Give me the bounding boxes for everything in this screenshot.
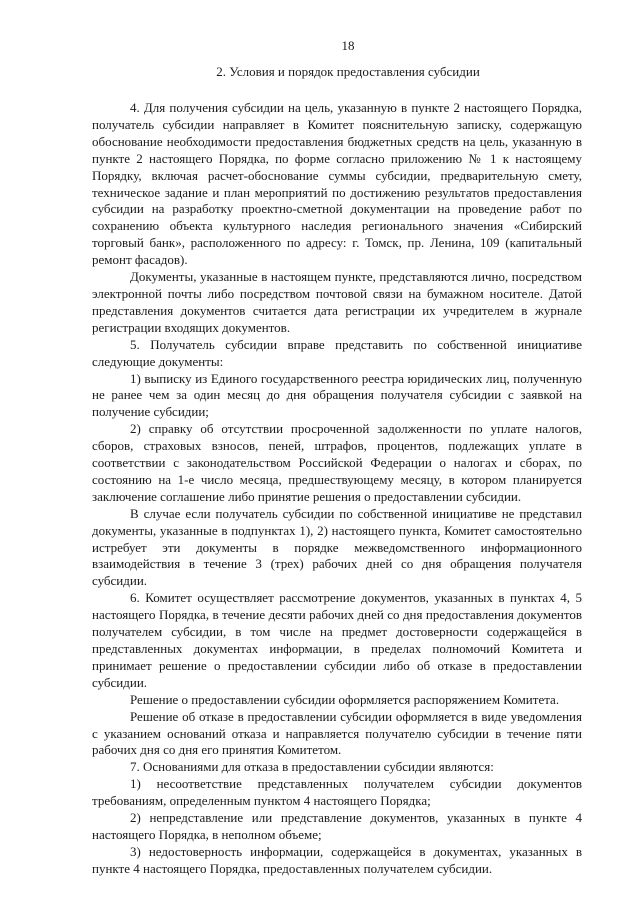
paragraph-5-item-2: 2) справку об отсутствии просроченной задолженности по уплате налогов, сборов, страховых взносов, пеней, штрафов, процентов, подлежащих уплате в соответствии с законодательством Российской Федерации о налогах и сборах, по состоянию на 1-е число месяца, предшествующему месяцу, в котором планируется заключение соглашение либо принятие решения о предоставлении субсидии.	[92, 421, 582, 504]
paragraph-7: 7. Основаниями для отказа в предоставлении субсидии являются:	[130, 759, 494, 775]
paragraph-6-refusal: Решение об отказе в предоставлении субсидии оформляется в виде уведомления с указанием оснований отказа и направляется получателю субсидии в течение пяти рабочих дня со дня его принятия Комитетом.	[92, 708, 582, 758]
document-body	[92, 100, 582, 878]
paragraph-6-decision: Решение о предоставлении субсидии оформляется распоряжением Комитета.	[130, 691, 560, 707]
paragraph-5: 5. Получатель субсидии вправе представить по собственной инициативе следующие документы:	[92, 336, 582, 369]
page-number: 18	[341, 38, 355, 53]
paragraph-7-item-3: 3) недостоверность информации, содержащейся в документах, указанных в пункте 4 настоящего Порядка, предоставленных получателем субсидии.	[92, 843, 582, 876]
paragraph-5-note: В случае если получатель субсидии по собственной инициативе не представил документы, указанные в подпунктах 1), 2) настоящего пункта, Комитет самостоятельно истребует эти документы в порядке межведомственного информационного взаимодействия в течение 3 (трех) рабочих дней со дня обращения получателя субсидии.	[92, 505, 582, 589]
paragraph-7-item-2: 2) непредставление или представление документов, указанных в пункте 4 настоящего Порядка, в неполном объеме;	[92, 810, 582, 842]
paragraph-7-item-1: 1) несоответствие представленных получателем субсидии документов требованиям, определенным пунктом 4 настоящего Порядка;	[92, 776, 582, 809]
paragraph-4: 4. Для получения субсидии на цель, указанную в пункте 2 настоящего Порядка, получатель субсидии направляет в Комитет пояснительную записку, содержащую обоснование необходимости предоставления бюджетных средств на цель, указанную в пункте 2 настоящего Порядка, по форме согласно приложению № 1 к настоящему Порядку, включая расчет-обоснование суммы субсидии, предварительную смету, техническое задание и план мероприятий по достижению результатов предоставления субсидии на разработку проектно-сметной документации на проведение работ по сохранению объекта культурного наследия регионального значения «Сибирский торговый банк», расположенного по адресу: г. Томск, пр. Ленина, 109 (капитальный ремонт фасадов).	[92, 100, 582, 268]
paragraph-6: 6. Комитет осуществляет рассмотрение документов, указанных в пунктах 4, 5 настоящего Порядка, в течение десяти рабочих дней со дня предоставления документов получателем субсидии, в том числе на предмет достоверности содержащейся в представленных документах информации, в пределах полномочий Комитета и принимает решение о предоставлении субсидии либо об отказе в предоставлении субсидии.	[92, 590, 582, 690]
section-title: 2. Условия и порядок предоставления субсидии	[216, 64, 480, 79]
paragraph-4-documents: Документы, указанные в настоящем пункте, представляются лично, посредством электронной почты либо посредством почтовой связи на бумажном носителе. Датой представления документов считается дата регистрации их учредителем в журнале регистрации входящих документов.	[92, 269, 582, 335]
paragraph-5-item-1: 1) выписку из Единого государственного реестра юридических лиц, полученную не ранее чем за один месяц до дня обращения получателя субсидии с заявкой на получение субсидии;	[92, 370, 582, 420]
